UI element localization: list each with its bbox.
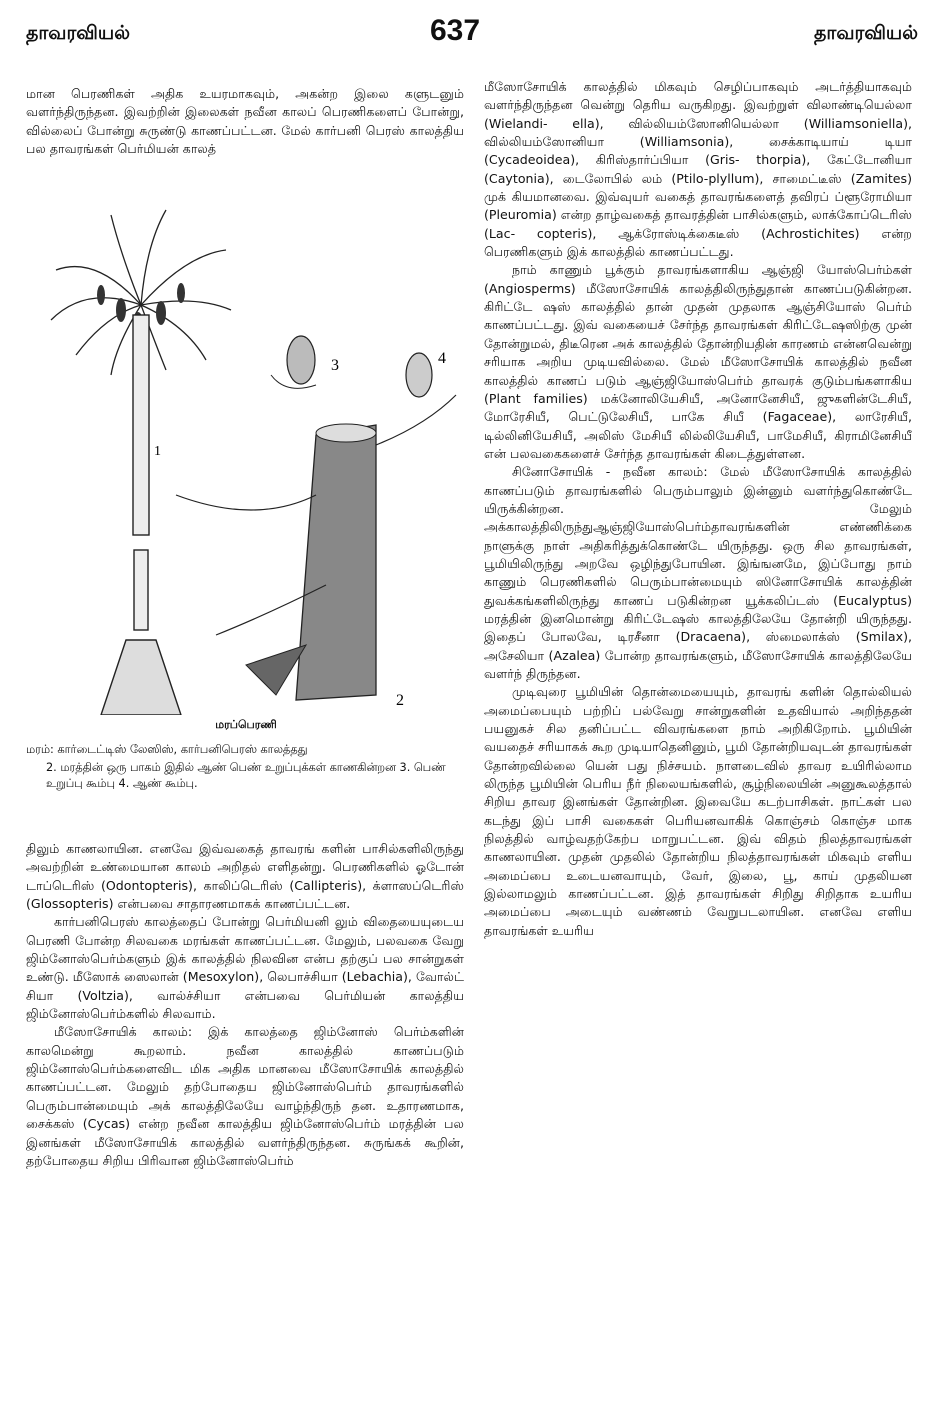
tree-fern-figure <box>26 195 466 715</box>
tree-trunk <box>133 315 149 535</box>
figure-label-4: 4 <box>438 350 446 367</box>
stem-section-detail <box>176 395 456 700</box>
paragraph: மீஸோசோயிக் காலம்: இக் காலத்தை ஜிம்னோஸ் பெர்ம்களின் காலமென்று கூறலாம். நவீன காலத்தில் காணப்படும் ஜிம்னோஸ்பெர்ம்களைவிட மிக அதிக மானவை மீஸோசோயிக் காலத்தில் காணப்பட்டன. மேலும் தற்போதைய ஜிம்னோஸ்பெர்ம் தாவரங்களில் பெரும்பான்மையும் அக் காலத்திலேயே வாழ்ந்திருந் தன. உதாரணமாக, சைக்கஸ் (Cycas) என்ற நவீன காலத்திய ஜிம்னோஸ்பெர்ம் மரத்தின் பல இனங்கள் மீஸோசோயிக் காலத்தில் வளர்ந்திருந்தன. சுருங்கக் கூறின், தற்போதைய சிறிய பிரிவான ஜிம்னோஸ்பெர்ம் <box>26 1024 464 1168</box>
figure-label-3: 3 <box>331 357 339 374</box>
right-column <box>484 78 912 940</box>
figure-title: மரப்பெரணி <box>215 718 277 731</box>
paragraph: நாம் காணும் பூக்கும் தாவரங்களாகிய ஆஞ்ஜி யோஸ்பெர்ம்கள் (Angiosperms) மீஸோசோயிக் காலத்திலிருந்துதான் காணப்படுகின்றன. கிரிட்டே ஷஸ் காலத்தில் தான் முதன் முதலாக ஆஞ்சியோஸ் பெர்ம் காணப்பட்டது. இவ் வகையைச் சேர்ந்த தாவரங்கள் கிரிட்டேஷஸிற்கு முன் தோன்றுமல், திடீரென அக் காலத்தில் தோன்றியதின் காரணம் என்னவென்று சரியாக அறிய முடியவில்லை. மேல் மீஸோசோயிக் காலத்தில் நவீன காலத்தில் காணப் படும் ஆஞ்ஜியோஸ்பெர்ம் தாவரக் குடும்பங்களாகிய (Plant families) மக்னோலியேசியீ, அனோனேசியீ, ஜுகளின்டேசியீ, மோரேசியீ, பெட்டுலேசியீ, பாகே சியீ (Fagaceae), லாரேசியீ, டில்லினியேசியீ, அலிஸ் மேசியீ லில்லியேசியீ, பாமேசியீ, கிராமினேசியீ என் பலவகைகளைச் சேர்ந்த தாவரங்கள் கிடைத்துள்ளன. <box>484 262 912 461</box>
paragraph: சினோசோயிக் - நவீன காலம்: மேல் மீஸோசோயிக் காலத்தில் காணப்படும் தாவரங்களில் பெரும்பாலும் இன்னும் வளர்ந்துகொண்டே யிருக்கின்றன. மேலும் அக்காலத்திலிருந்துஆஞ்ஜியோஸ்பெர்ம்தாவரங்களின் எண்ணிக்கை நாளுக்கு நாள் அதிகரித்துக்கொண்டே யிருந்தது. ஒரு சில தாவரங்கள், பூமியிலிருந்து அறவே ஒழிந்துபோயின. இங்ஙனமே, இப்போது நாம் காணும் பெரணிகளில் பெரும்பான்மையும் ஸினோசோயிக் காலத்தின் துவக்கங்களிலிருந்து காணப் படுகின்றன யூக்கலிப்டஸ் (Eucalyptus) மரத்தின் இனமொன்று கிரிட்டேஷஸ் காலத்திலேயே தோன்றி யிருந்தது. இதைப் போலவே, டிரசீனா (Dracaena), ஸ்மைலாக்ஸ் (Smilax), அசேலியா (Azalea) போன்ற தாவரங்களும், மீஸோசோயிக் காலத்திலேயே வளர்ந் திருந்தன. <box>484 464 912 681</box>
page-number: 637 <box>430 14 481 47</box>
male-cone-detail <box>406 353 432 397</box>
running-header-right: தாவரவியல் <box>814 22 918 44</box>
figure-label-1: 1 <box>154 444 161 459</box>
paragraph: முடிவுரை பூமியின் தொன்மையையும், தாவரங் களின் தொல்லியல் அமைப்பையும் பற்றிப் பல்வேறு சான்றுகளின் உதவியால் அறிந்ததன் பயனுகச் சில தனிப்பட்ட விவரங்களை நாம் அறிகிறோம். பூமியின் வயதைச் சரியாகக் கூற முடியாதெனினும், பூமி தோன்றியவுடன் தாவரங்கள் தோன்றவில்லை யென் பது நிச்சயம். நாளடைவில் தாவர உயிரில்லாம லிருந்த பூமியின் பெரிய நீர் நிலையங்களில், சூழ்நிலையின் அனுகூலத்தால் சிறிய தாவர இனங்கள் தோன்றின. இவையே கடற்பாசிகள். நாட்கள் பல கடந்து இப் பாசி வகைகள் பெரியனவாகிக் கொஞ்சம் கொஞ்ச மாக நிலத்தில் வாழ்வதற்கேற்ப மாறுபட்டன. இவ் விதம் நிலத்தாவரங்கள் காணலாயின. முதன் முதலில் தோன்றிய நிலத்தாவரங்கள் மிகவும் எளிய அமைப்பை உடையனவாயும், வேர், இலை, பூ, காய் முதலியன இல்லாமலும் காணப்பட்டன. இத் தாவரங்கள் சிறிது சிறிதாக உயரிய அமைப்பை அடையும் வண்ணம் வேறுபடலாயின. எனவே எளிய தாவரங்கள் உயரிய <box>484 684 912 938</box>
left-column-bottom <box>26 840 464 1170</box>
paragraph: மான பெரணிகள் அதிக உயரமாகவும், அகன்ற இலை களுடனும் வளர்ந்திருந்தன. இவற்றின் இலைகள் நவீன காலப் பெரணிகளைப் போன்று, வில்லைப் போன்று சுருண்டு காணப்பட்டன. மேல் கார்பனி பெரஸ் காலத்திய பல தாவரங்கள் பெர்மியன் காலத் <box>26 86 464 157</box>
paragraph: மீஸோசோயிக் காலத்தில் மிகவும் செழிப்பாகவும் அடர்த்தியாகவும் வளர்ந்திருந்தன வென்று தெரிய வருகிறது. இவற்றுள் விலாண்டியெல்லா (Wielandi- ella), வில்லியம்ஸோனியெல்லா (Williamsoniella), வில்லியம்ஸோனியா (Williamsonia), சைக்காடியாய் டியா (Cycadeoidea), கிரிஸ்தார்ப்பியா (Gris- thorpia), கேட்டோனியா (Caytonia), டைலோபில் லம் (Ptilo-plyllum), சாமைட்டீஸ் (Zamites) முக் கியமானவை. இவ்வுயர் வகைத் தாவரங்களைத் தவிரப் ப்ளூரோமியா (Pleuromia) என்ற தாழ்வகைத் தாவரத்தின் பாசில்களும், லாக்கோப்டெரிஸ் (Lac- copteris), ஆக்ரோஸ்டிக்கைடீஸ் (Achrostichites) என்ற பெரணிகளும் இக் காலத்தில் காணப்பட்டது. <box>484 79 912 260</box>
trunk-section <box>134 550 148 630</box>
figure-label-2: 2 <box>396 692 404 709</box>
figure-caption <box>26 742 466 794</box>
left-column-top <box>26 85 464 158</box>
caption-line: மரம்: கார்டைட்டிஸ் லேஸிஸ், கார்பனிபெரஸ் காலத்தது <box>26 743 308 756</box>
paragraph: கார்பனிபெரஸ் காலத்தைப் போன்று பெர்மியனி லும் விதையையுடைய பெரணி போன்ற சிலவகை மரங்கள் காணப்பட்டன. மேலும், பலவகை வேறு ஜிம்னோஸ்பெர்ம்களும் இக் காலத்தில் நிலவின என்ப தற்குப் பல சான்றுகள் உண்டு. மீஸோக் ஸைலான் (Mesoxylon), லெபாச்சியா (Lebachia), வோல்ட் சியா (Voltzia), வால்ச்சியா என்பவை பெர்மியன் காலத்திய ஜிம்னோஸ்பெர்ம்களில் சிலவாம். <box>26 914 464 1022</box>
trunk-base <box>101 640 181 715</box>
caption-line: 2. மரத்தின் ஒரு பாகம் இதில் ஆண் பெண் உறுப்புக்கள் காணகின்றன 3. பெண் உறுப்பு கூம்பு 4. ஆண் கூம்பு. <box>46 761 446 790</box>
female-cone-detail <box>271 336 316 388</box>
paragraph: திலும் காணலாயின. எனவே இவ்வகைத் தாவரங் களின் பாசில்களிலிருந்து அவற்றின் உண்மையான காலம் அறிதல் எளிதன்று. பெரணிகளில் ஓடோன் டாப்டெரிஸ் (Odontopteris), காலிப்டெரிஸ் (Callipteris), க்ளாஸப்டெரிஸ் (Glossopteris) என்பவை சாதாரணமாகக் காணப்பட்டன. <box>26 841 464 912</box>
tree-fern-illustration <box>26 195 466 715</box>
running-header-left: தாவரவியல் <box>26 22 130 44</box>
